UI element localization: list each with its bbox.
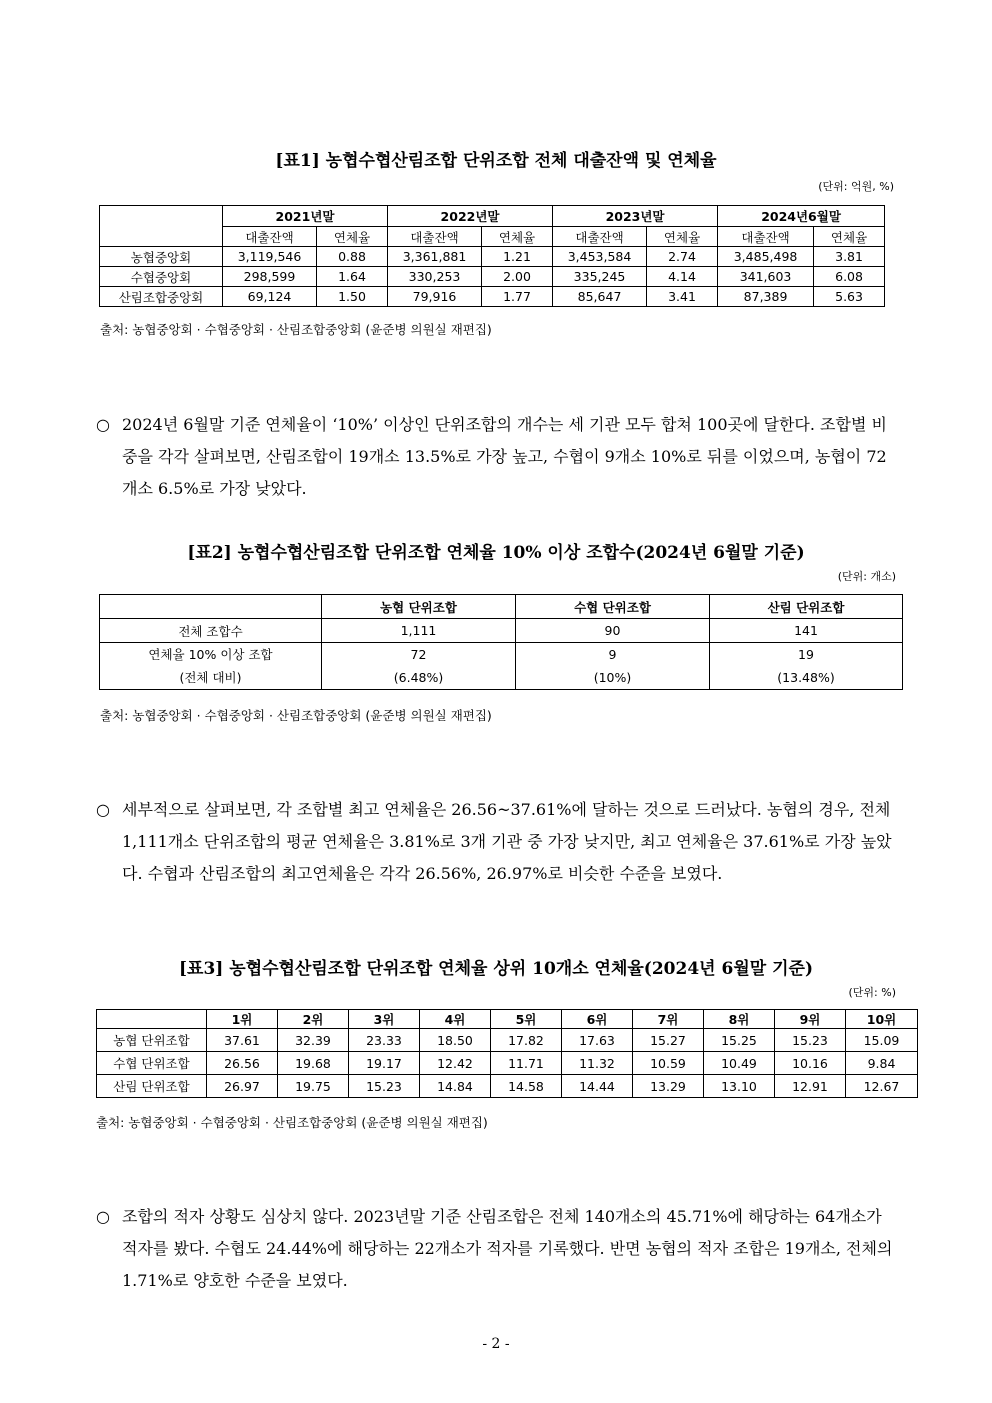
table3-cell: 13.29: [633, 1075, 704, 1098]
table3-rank-header: 10위: [846, 1010, 918, 1029]
table1-cell: 335,245: [553, 267, 647, 287]
table2-count: 19: [798, 647, 814, 662]
table3-cell: 11.71: [491, 1052, 562, 1075]
table3-row-label: 수협 단위조합: [97, 1052, 207, 1075]
table2-row-label-sub: (전체 대비): [179, 670, 242, 685]
table1: [99, 205, 885, 307]
table3-unit: (단위: %): [848, 986, 896, 999]
table3-cell: 10.16: [775, 1052, 846, 1075]
paragraph-2: [96, 794, 900, 890]
table2-cell: [710, 643, 903, 690]
table2-header: 산림 단위조합: [710, 595, 903, 619]
table1-cell: 1.77: [482, 287, 553, 307]
table2-count: 9: [608, 647, 617, 662]
table3-rank-header: 6위: [562, 1010, 633, 1029]
table2-unit: (단위: 개소): [837, 570, 896, 583]
table3-cell: 23.33: [349, 1029, 420, 1052]
table3-cell: 32.39: [278, 1029, 349, 1052]
table1-cell: 3,119,546: [223, 247, 317, 267]
table1-cell: 87,389: [718, 287, 814, 307]
table1-source: 출처: 농협중앙회 · 수협중앙회 · 산림조합중앙회 (윤준병 의원실 재편집): [100, 322, 492, 337]
table1-subheader: 연체율: [317, 227, 388, 247]
table3-title: [표3] 농협수협산림조합 단위조합 연체율 상위 10개소 연체율(2024년 6월말 기준): [179, 959, 813, 979]
bullet-circle: ○: [96, 800, 110, 819]
table3-cell: 37.61: [207, 1029, 278, 1052]
table3-cell: 17.82: [491, 1029, 562, 1052]
table1-year-header: 2021년말: [223, 206, 388, 227]
table3-rank-header: 1위: [207, 1010, 278, 1029]
table1-year-header: 2023년말: [553, 206, 718, 227]
table1-cell: 85,647: [553, 287, 647, 307]
table3-row: [97, 1052, 918, 1075]
table1-subheader: 대출잔액: [223, 227, 317, 247]
table3-corner: [97, 1010, 207, 1029]
table1-cell: 298,599: [223, 267, 317, 287]
table2-corner: [100, 595, 322, 619]
table3-cell: 15.23: [775, 1029, 846, 1052]
table2-row-label: [100, 643, 322, 690]
table1-cell: 2.00: [482, 267, 553, 287]
table3-cell: 15.27: [633, 1029, 704, 1052]
table1-cell: 3.81: [814, 247, 885, 267]
table3-cell: 26.56: [207, 1052, 278, 1075]
table1-cell: 1.50: [317, 287, 388, 307]
table3-row-label: 산림 단위조합: [97, 1075, 207, 1098]
paragraph-3-text: 조합의 적자 상황도 심상치 않다. 2023년말 기준 산림조합은 전체 140개소의 45.71%에 해당하는 64개소가 적자를 봤다. 수협도 24.44%에 해당하는 22개소가 적자를 기록했다. 반면 농협의 적자 조합은 19개소, 전체의 1.71%로 양호한 수준을 보였다.: [122, 1207, 893, 1290]
table3-row: [97, 1029, 918, 1052]
bullet-circle: ○: [96, 1207, 110, 1226]
table3-cell: 26.97: [207, 1075, 278, 1098]
table1-cell: 3,453,584: [553, 247, 647, 267]
table1-subheader: 대출잔액: [718, 227, 814, 247]
table3-cell: 9.84: [846, 1052, 918, 1075]
table3-cell: 15.25: [704, 1029, 775, 1052]
table2-row-label-main: 연체율 10% 이상 조합: [148, 647, 273, 662]
table3: [96, 1009, 918, 1098]
paragraph-2-text: 세부적으로 살펴보면, 각 조합별 최고 연체율은 26.56~37.61%에 달하는 것으로 드러났다. 농협의 경우, 전체 1,111개소 단위조합의 평균 연체율은 3.81%로 3개 기관 중 가장 낮지만, 최고 연체율은 37.61%로 가장 높았다. 수협과 산림조합의 최고연체율은 각각 26.56%, 26.97%로 비슷한 수준을 보였다.: [122, 800, 892, 883]
table2-ratio: (10%): [593, 670, 632, 685]
table3-source: 출처: 농협중앙회 · 수협중앙회 · 산림조합중앙회 (윤준병 의원실 재편집): [96, 1115, 488, 1130]
page-number: - 2 -: [482, 1336, 510, 1352]
table2-cell: 1,111: [322, 619, 516, 643]
table3-cell: 12.67: [846, 1075, 918, 1098]
table3-row-label: 농협 단위조합: [97, 1029, 207, 1052]
table1-cell: 2.74: [647, 247, 718, 267]
table1-year-header: 2024년6월말: [718, 206, 885, 227]
table3-cell: 14.84: [420, 1075, 491, 1098]
table2-cell: [322, 643, 516, 690]
table2-cell: [516, 643, 710, 690]
table1-year-header: 2022년말: [388, 206, 553, 227]
table1-cell: 79,916: [388, 287, 482, 307]
table1-cell: 3.41: [647, 287, 718, 307]
table3-rank-header: 7위: [633, 1010, 704, 1029]
table1-row-label: 수협중앙회: [100, 267, 223, 287]
table1-title: [표1] 농협수협산림조합 단위조합 전체 대출잔액 및 연체율: [275, 151, 717, 171]
table2-header: 농협 단위조합: [322, 595, 516, 619]
table1-subheader: 대출잔액: [388, 227, 482, 247]
table3-cell: 12.91: [775, 1075, 846, 1098]
table1-cell: 1.21: [482, 247, 553, 267]
table1-cell: 1.64: [317, 267, 388, 287]
table3-cell: 19.75: [278, 1075, 349, 1098]
table3-cell: 12.42: [420, 1052, 491, 1075]
table2-source: 출처: 농협중앙회 · 수협중앙회 · 산림조합중앙회 (윤준병 의원실 재편집): [100, 708, 492, 723]
table3-rank-header: 9위: [775, 1010, 846, 1029]
table1-row-label: 농협중앙회: [100, 247, 223, 267]
table1-cell: 6.08: [814, 267, 885, 287]
table1-cell: 0.88: [317, 247, 388, 267]
table3-rank-header: 5위: [491, 1010, 562, 1029]
table2-ratio: (13.48%): [777, 670, 835, 685]
table3-cell: 18.50: [420, 1029, 491, 1052]
table2-cell: 90: [516, 619, 710, 643]
table3-cell: 13.10: [704, 1075, 775, 1098]
paragraph-1-text: 2024년 6월말 기준 연체율이 ‘10%’ 이상인 단위조합의 개수는 세 기관 모두 합쳐 100곳에 달한다. 조합별 비중을 각각 살펴보면, 산림조합이 19개소 13.5%로 가장 높고, 수협이 9개소 10%로 뒤를 이었으며, 농협이 72개소 6.5%로 가장 낮았다.: [122, 415, 887, 498]
table1-cell: 330,253: [388, 267, 482, 287]
table3-rank-header: 4위: [420, 1010, 491, 1029]
table2-count: 72: [410, 647, 427, 662]
table3-cell: 15.09: [846, 1029, 918, 1052]
table3-cell: 14.58: [491, 1075, 562, 1098]
table1-row: [100, 267, 885, 287]
table1-row: [100, 287, 885, 307]
table3-cell: 11.32: [562, 1052, 633, 1075]
table2-row-label: 전체 조합수: [100, 619, 322, 643]
table3-rank-header: 3위: [349, 1010, 420, 1029]
table1-row-label: 산림조합중앙회: [100, 287, 223, 307]
table3-rank-header: 8위: [704, 1010, 775, 1029]
table3-cell: 10.49: [704, 1052, 775, 1075]
table1-cell: 341,603: [718, 267, 814, 287]
table3-rank-header: 2위: [278, 1010, 349, 1029]
paragraph-3: [96, 1201, 900, 1297]
table3-cell: 19.17: [349, 1052, 420, 1075]
table1-cell: 3,485,498: [718, 247, 814, 267]
table1-subheader: 연체율: [482, 227, 553, 247]
paragraph-1: [96, 409, 900, 505]
table1-row: [100, 247, 885, 267]
table3-cell: 15.23: [349, 1075, 420, 1098]
table3-cell: 14.44: [562, 1075, 633, 1098]
table1-cell: 3,361,881: [388, 247, 482, 267]
table2-header: 수협 단위조합: [516, 595, 710, 619]
table2: [99, 594, 903, 690]
table3-cell: 19.68: [278, 1052, 349, 1075]
table2-title: [표2] 농협수협산림조합 단위조합 연체율 10% 이상 조합수(2024년 6월말 기준): [187, 543, 805, 563]
table1-subheader: 대출잔액: [553, 227, 647, 247]
table1-cell: 4.14: [647, 267, 718, 287]
table3-cell: 10.59: [633, 1052, 704, 1075]
table1-cell: 5.63: [814, 287, 885, 307]
table3-row: [97, 1075, 918, 1098]
bullet-circle: ○: [96, 415, 110, 434]
table1-subheader: 연체율: [814, 227, 885, 247]
table1-cell: 69,124: [223, 287, 317, 307]
table1-corner: [100, 206, 223, 247]
table1-unit: (단위: 억원, %): [818, 180, 894, 193]
table2-ratio: (6.48%): [393, 670, 444, 685]
table1-subheader: 연체율: [647, 227, 718, 247]
table3-cell: 17.63: [562, 1029, 633, 1052]
table2-cell: 141: [710, 619, 903, 643]
